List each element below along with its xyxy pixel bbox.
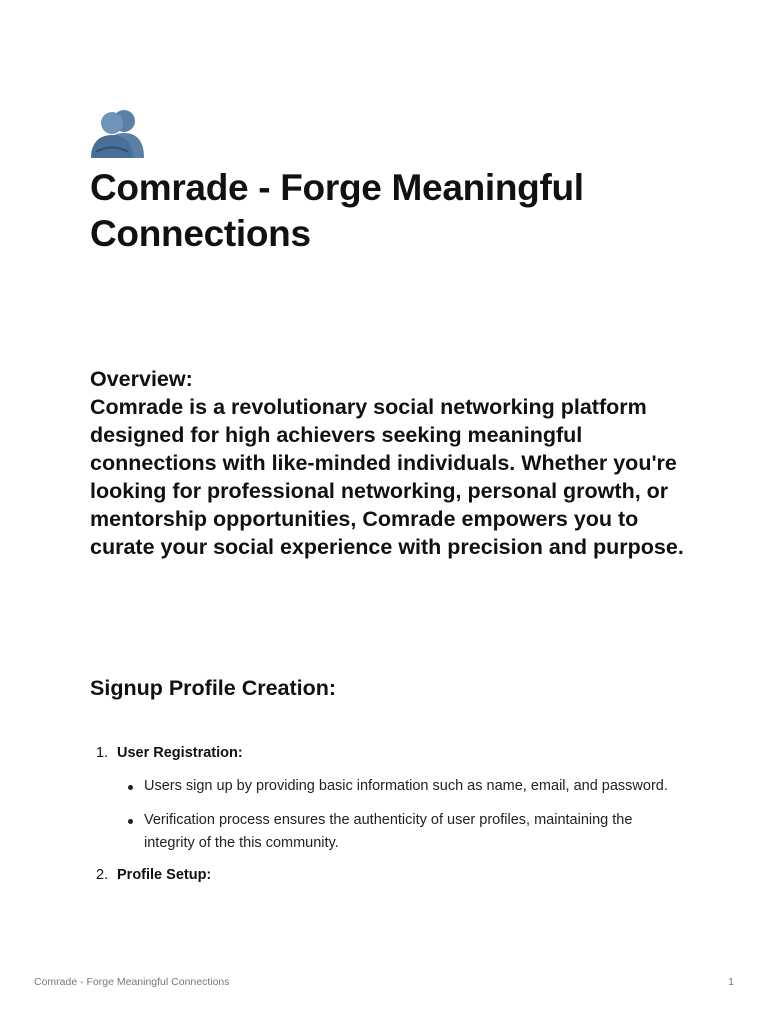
bullet-dot-icon bbox=[128, 819, 133, 824]
step-number: 1. bbox=[96, 745, 109, 761]
bullet-text: Verification process ensures the authenticity of user profiles, maintaining the integrity of the this community. bbox=[144, 812, 633, 851]
step-user-registration bbox=[90, 742, 690, 855]
step-profile-setup bbox=[90, 864, 690, 886]
overview-section bbox=[90, 365, 690, 561]
footer-page-number: 1 bbox=[728, 976, 734, 988]
document-title: Comrade - Forge Meaningful Connections bbox=[90, 167, 584, 254]
list-item bbox=[117, 809, 674, 855]
bullet-dot-icon bbox=[128, 785, 133, 790]
list-item bbox=[117, 775, 674, 798]
step-label: User Registration: bbox=[117, 745, 243, 761]
overview-heading: Overview: bbox=[90, 367, 193, 391]
signup-steps-list bbox=[90, 742, 690, 886]
signup-heading: Signup Profile Creation: bbox=[90, 676, 337, 700]
overview-body: Comrade is a revolutionary social networking platform designed for high achievers seeking meaningful connections with like-minded individuals. Whether you're looking for professional networking, personal growth, or mentorship opportunities, Comrade empowers you to curate your social experience with precision and purpose. bbox=[90, 395, 684, 559]
step-number: 2. bbox=[96, 867, 109, 883]
step-label: Profile Setup: bbox=[117, 867, 212, 883]
step-bullets bbox=[117, 775, 690, 855]
bullet-text: Users sign up by providing basic information such as name, email, and password. bbox=[144, 778, 668, 794]
footer-document-title: Comrade - Forge Meaningful Connections bbox=[34, 976, 230, 988]
busts-in-silhouette-icon bbox=[90, 106, 146, 158]
